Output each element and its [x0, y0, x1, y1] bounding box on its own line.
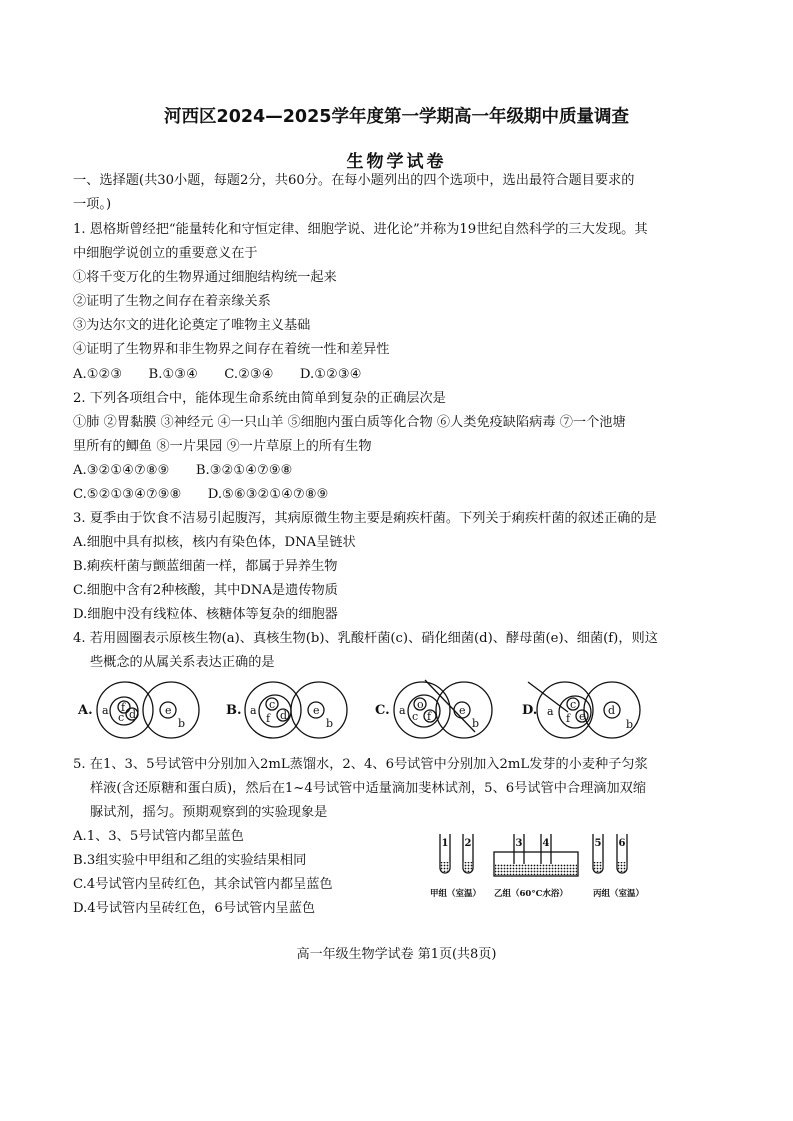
q4-a-b: b: [178, 717, 186, 730]
q3-option-d: D.细胞中没有线粒体、核糖体等复杂的细胞器: [73, 607, 338, 622]
tube-6-label: 6: [618, 838, 626, 849]
q3-stem: 3. 夏季由于饮食不洁易引起腹泻，其病原微生物主要是痢疾杆菌。下列关于痢疾杆菌的叙述正确的是: [73, 511, 657, 526]
q4-d-f: f: [566, 712, 571, 725]
tube-3-label: 3: [515, 838, 523, 849]
q5-stem: 5. 在1、3、5号试管中分别加入2mL蒸馏水，2、4、6号试管中分别加入2mL发芽的小麦种子匀浆: [73, 757, 648, 772]
q4-b-c: c: [269, 698, 276, 711]
q4-c-a: a: [399, 704, 406, 717]
q4-a-c: c: [118, 711, 125, 724]
q5-option-a: A.1、3、5号试管内都呈蓝色: [73, 829, 244, 844]
q4-a-label: A.: [78, 703, 93, 718]
q5-stem-cont-2: 脲试剂，摇匀。预期观察到的实验现象是: [90, 805, 328, 820]
page-title: 河西区2024—2025学年度第一学期高一年级期中质量调查: [164, 107, 629, 127]
q4-diagrams: [0, 674, 793, 754]
tube-1-label: 1: [441, 838, 449, 849]
q4-d-b: b: [626, 718, 634, 731]
tube-2-label: 2: [464, 838, 472, 849]
q4-a-f: f: [121, 701, 126, 714]
q4-d-e: e: [579, 710, 586, 723]
page-footer: 高一年级生物学试卷 第1页(共8页): [296, 947, 497, 962]
group-bing-label: 丙组（室温）: [593, 889, 645, 899]
q2-items: ①肺 ②胃黏膜 ③神经元 ④一只山羊 ⑤细胞内蛋白质等化合物 ⑥人类免疫缺陷病毒 ⑦一个池塘: [73, 415, 626, 430]
q4-b-f: f: [266, 712, 271, 725]
q4-c-e: e: [459, 704, 466, 717]
q5-test-tube-figure: [428, 828, 658, 908]
q3-option-c: C.细胞中含有2种核酸，其中DNA是遗传物质: [73, 583, 338, 598]
q4-c-o: o: [417, 698, 424, 711]
q4-d-a: a: [547, 705, 554, 718]
q1-stem-cont: 中细胞学说创立的重要意义在于: [73, 246, 258, 261]
group-jia-label: 甲组（室温）: [430, 889, 482, 899]
q4-b-e: e: [313, 704, 320, 717]
q4-b-label: B.: [226, 703, 242, 718]
q3-option-a: A.细胞中具有拟核，核内有染色体，DNA呈链状: [73, 535, 356, 550]
q4-a-e: e: [165, 704, 172, 717]
q4-d-label: D.: [522, 703, 538, 718]
q4-b-a: a: [250, 704, 257, 717]
q1-statement-4: ④证明了生物界和非生物界之间存在着统一性和差异性: [73, 342, 390, 357]
q4-a-d: d: [129, 708, 137, 721]
q4-stem: 4. 若用圆圈表示原核生物(a)、真核生物(b)、乳酸杆菌(c)、硝化细菌(d)、酵母菌(e)、细菌(f)，则这: [73, 631, 658, 646]
q5-stem-cont-1: 样液(含还原糖和蛋白质)，然后在1~4号试管中适量滴加斐林试剂，5、6号试管中合理滴加双缩: [90, 781, 647, 796]
q2-options-cd: C.⑤②①③④⑦⑨⑧ D.⑤⑥③②①④⑦⑧⑨: [73, 487, 329, 502]
q5-option-c: C.4号试管内呈砖红色，其余试管内都呈蓝色: [73, 877, 333, 892]
q2-stem: 2. 下列各项组合中，能体现生命系统由简单到复杂的正确层次是: [73, 391, 446, 406]
q4-stem-cont: 些概念的从属关系表达正确的是: [90, 655, 275, 670]
section-heading-cont: 一项。): [73, 197, 112, 212]
q1-statement-1: ①将千变万化的生物界通过细胞结构统一起来: [73, 270, 337, 285]
group-yi-label: 乙组（60°C水浴）: [494, 889, 568, 899]
q4-d-c: c: [570, 698, 577, 711]
q2-items-cont: 里所有的鲫鱼 ⑧一片果园 ⑨一片草原上的所有生物: [73, 439, 372, 454]
section-heading: 一、选择题(共30小题，每题2分，共60分。在每小题列出的四个选项中，选出最符合题目要求的: [73, 173, 635, 188]
q1-statement-3: ③为达尔文的进化论奠定了唯物主义基础: [73, 318, 311, 333]
tube-5-label: 5: [594, 838, 602, 849]
q3-option-b: B.痢疾杆菌与颤蓝细菌一样，都属于异养生物: [73, 559, 338, 574]
q4-c-c: c: [412, 710, 419, 723]
page-subtitle: 生物学试卷: [346, 152, 447, 172]
q5-option-d: D.4号试管内呈砖红色，6号试管内呈蓝色: [73, 901, 316, 916]
q5-option-b: B.3组实验中甲组和乙组的实验结果相同: [73, 853, 307, 868]
q1-stem: 1. 恩格斯曾经把“能量转化和守恒定律、细胞学说、进化论”并称为19世纪自然科学的三大发现。其: [73, 222, 648, 237]
q4-b-b: b: [326, 717, 334, 730]
q2-options-ab: A.③②①④⑦⑧⑨ B.③②①④⑦⑨⑧: [73, 463, 293, 478]
q4-b-d: d: [280, 709, 288, 722]
q1-statement-2: ②证明了生物之间存在着亲缘关系: [73, 294, 271, 309]
q4-c-f: f: [427, 710, 432, 723]
q4-c-label: C.: [375, 703, 390, 718]
q4-a-a: a: [102, 704, 109, 717]
tube-4-label: 4: [542, 838, 550, 849]
q4-d-d: d: [608, 704, 616, 717]
q1-options: A.①②③ B.①③④ C.②③④ D.①②③④: [73, 367, 362, 382]
q4-c-b: b: [472, 717, 480, 730]
